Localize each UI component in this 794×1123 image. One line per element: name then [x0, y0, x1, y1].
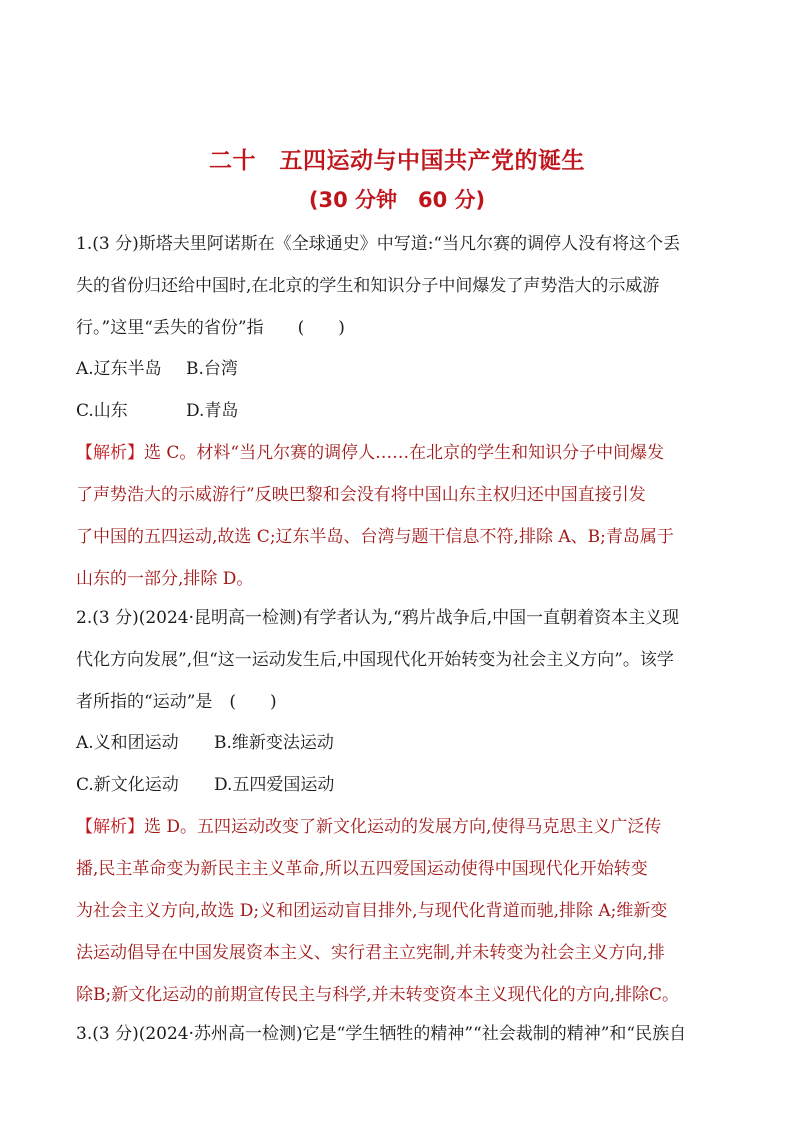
question-2-analysis — [76, 806, 724, 1016]
page-title: 二十 五四运动与中国共产党的诞生 — [209, 148, 585, 174]
analysis-text: 了声势浩大的示威游行”反映巴黎和会没有将中国山东主权归还中国直接引发 — [76, 485, 646, 505]
question-line: 行。”这里“丢失的省份”指 ( ) — [76, 318, 345, 338]
option-d: D.青岛 — [186, 401, 239, 421]
analysis-text: 播,民主革命变为新民主主义革命,所以五四爱国运动使得中国现代化开始转变 — [76, 859, 648, 879]
question-2-options — [76, 722, 724, 806]
option-a: A.义和团运动 — [76, 733, 179, 753]
analysis-text: 除B;新文化运动的前期宣传民主与科学,并未转变资本主义现代化的方向,排除C。 — [76, 985, 680, 1005]
analysis-text: 了中国的五四运动,故选 C;辽东半岛、台湾与题干信息不符,排除 A、B;青岛属于 — [76, 527, 674, 547]
question-1-options — [76, 348, 724, 432]
option-d: D.五四爱国运动 — [214, 775, 335, 795]
question-1-stem — [76, 223, 724, 349]
question-3-stem — [76, 1013, 724, 1055]
analysis-tag: 【解析】 — [76, 817, 144, 837]
question-line: 者所指的“运动”是 ( ) — [76, 692, 277, 712]
option-b: B.维新变法运动 — [214, 733, 334, 753]
question-line: 3.(3 分)(2024·苏州高一检测)它是“学生牺牲的精神”“社会裁制的精神”和“民族自 — [76, 1024, 687, 1044]
analysis-text: 法运动倡导在中国发展资本主义、实行君主立宪制,并未转变为社会主义方向,排 — [76, 943, 665, 963]
analysis-text: 为社会主义方向,故选 D;义和团运动盲目排外,与现代化背道而驰,排除 A;维新变 — [76, 901, 668, 921]
question-1-analysis — [76, 432, 724, 600]
analysis-text: 山东的一部分,排除 D。 — [76, 569, 254, 589]
question-line: 失的省份归还给中国时,在北京的学生和知识分子中间爆发了声势浩大的示威游 — [76, 276, 660, 296]
option-a: A.辽东半岛 — [76, 359, 162, 379]
page-subtitle: (30 分钟 60 分) — [308, 188, 486, 212]
analysis-tag: 【解析】 — [76, 443, 144, 463]
analysis-text: 选 D。五四运动改变了新文化运动的发展方向,使得马克思主义广泛传 — [144, 817, 662, 837]
question-2-stem — [76, 597, 724, 723]
question-line: 2.(3 分)(2024·昆明高一检测)有学者认为,“鸦片战争后,中国一直朝着资本主义现 — [76, 608, 680, 628]
analysis-text: 选 C。材料“当凡尔赛的调停人……在北京的学生和知识分子中间爆发 — [144, 443, 665, 463]
question-line: 代化方向发展”,但“这一运动发生后,中国现代化开始转变为社会主义方向”。该学 — [76, 650, 674, 670]
question-line: 1.(3 分)斯塔夫里阿诺斯在《全球通史》中写道:“当凡尔赛的调停人没有将这个丢 — [76, 234, 681, 254]
option-c: C.山东 — [76, 401, 128, 421]
option-b: B.台湾 — [186, 359, 238, 379]
option-c: C.新文化运动 — [76, 775, 179, 795]
